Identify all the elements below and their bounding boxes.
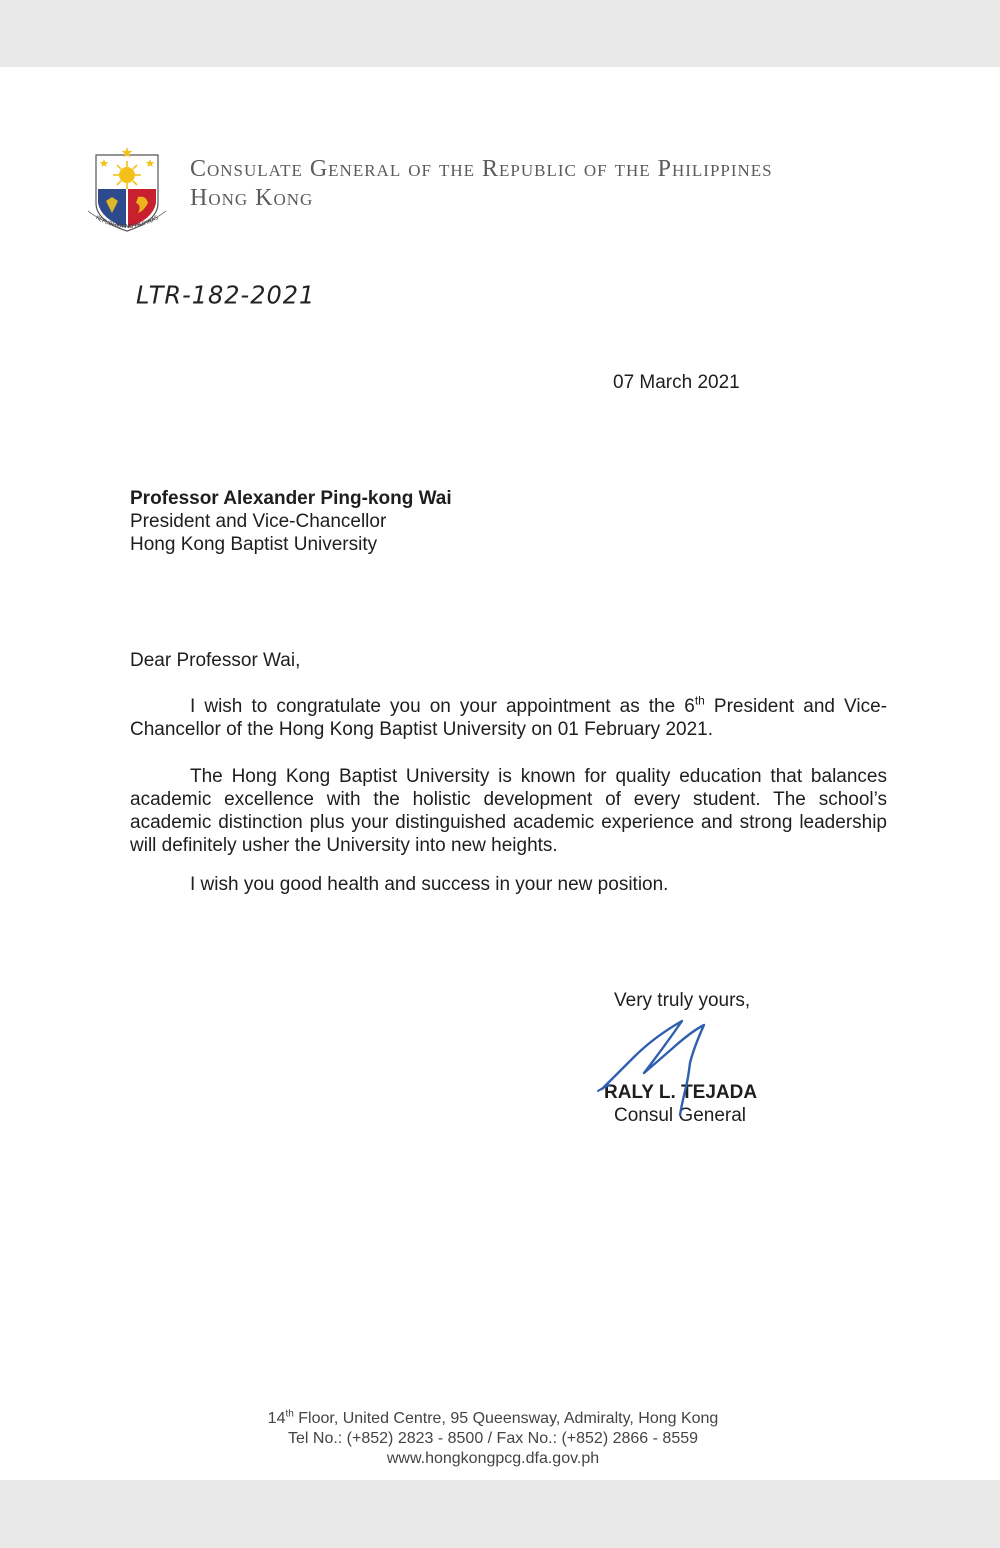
philippine-seal-icon: [84, 137, 170, 243]
body-paragraph-2: The Hong Kong Baptist University is known for quality education that balances academic excellence with the holistic development of every student. The school’s academic distinction plus your distinguished academic experience and strong leadership will definitely usher the University into new heights.: [130, 766, 887, 856]
handwritten-signature: [594, 1017, 714, 1117]
viewer-top-band: [0, 0, 1000, 67]
footer-address: 14th Floor, United Centre, 95 Queensway, Admiralty, Hong Kong: [267, 1408, 719, 1427]
letterhead-subtitle: Hong Kong: [190, 185, 314, 211]
body-paragraph-3: I wish you good health and success in your new position.: [190, 874, 669, 895]
letter-date: 07 March 2021: [613, 372, 740, 393]
seal-scroll-text: REPUBLIKA NG PILIPINAS: [94, 215, 160, 231]
signer-title: Consul General: [614, 1105, 747, 1126]
body-paragraph-1: I wish to congratulate you on your appointment as the 6th President and Vice-Chancellor of the Hong Kong Baptist University on 01 February 2021.: [130, 693, 887, 740]
letter-page: [0, 67, 1000, 1480]
addressee-title: President and Vice-Chancellor: [130, 511, 387, 532]
footer-website: www.hongkongpcg.dfa.gov.ph: [386, 1450, 600, 1467]
closing: Very truly yours,: [614, 990, 751, 1011]
letterhead-title: Consulate General of the Republic of the Philippines: [190, 156, 773, 182]
handwritten-reference-number: LTR-182-2021: [136, 280, 316, 310]
signer-name: RALY L. TEJADA: [604, 1082, 758, 1103]
addressee-name: Professor Alexander Ping-kong Wai: [130, 488, 452, 509]
viewer-bottom-band: [0, 1480, 1000, 1548]
addressee-organization: Hong Kong Baptist University: [130, 534, 378, 555]
footer-phone: Tel No.: (+852) 2823 - 8500 / Fax No.: (+852) 2866 - 8559: [287, 1430, 699, 1447]
salutation: Dear Professor Wai,: [130, 650, 301, 671]
